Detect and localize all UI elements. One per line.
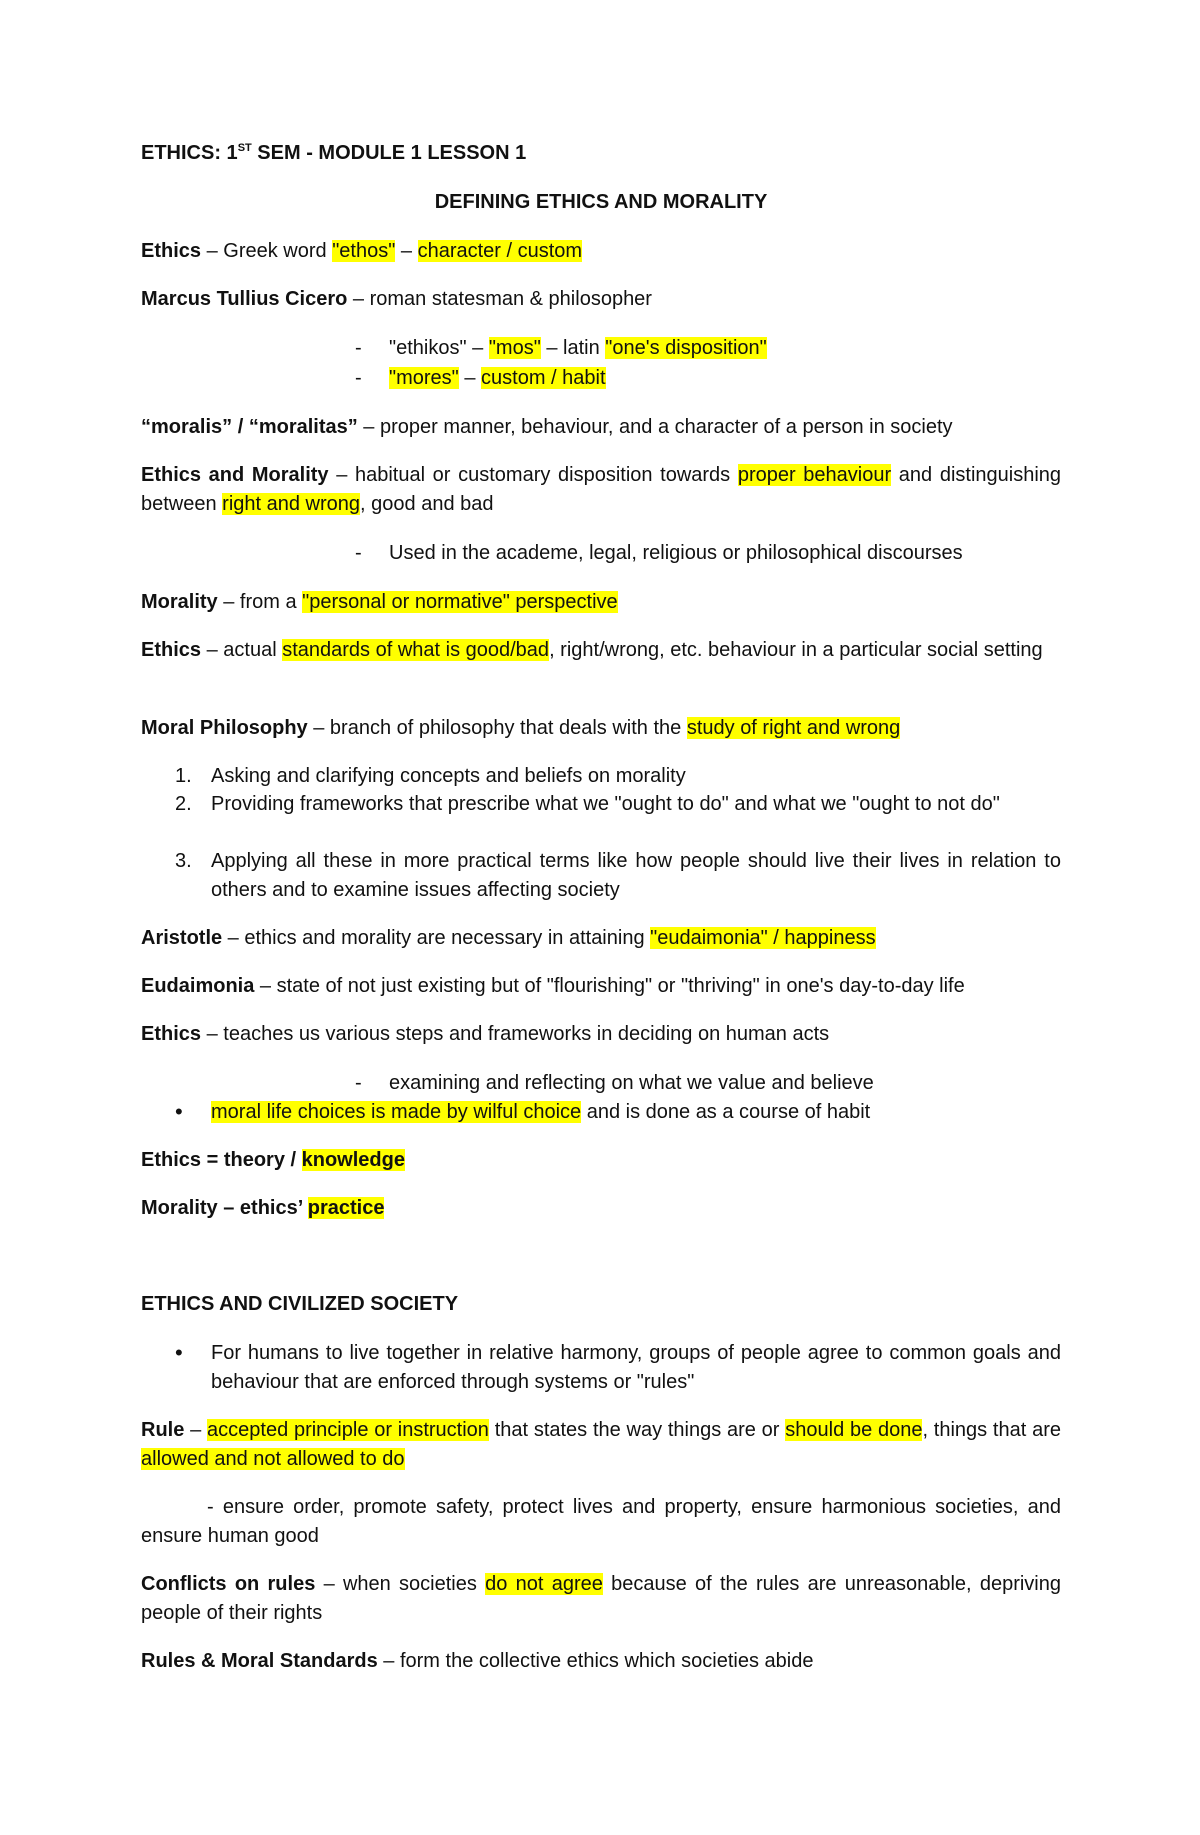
paragraph-rules-moral-standards: Rules & Moral Standards – form the collective ethics which societies abide <box>141 1650 814 1672</box>
section-heading-civilized-society: ETHICS AND CIVILIZED SOCIETY <box>141 1293 459 1315</box>
paragraph-cicero: Marcus Tullius Cicero – roman statesman & philosopher <box>141 288 652 310</box>
paragraph-ethics-standards: Ethics – actual standards of what is good/bad, right/wrong, etc. behaviour in a particular social setting <box>141 639 1043 661</box>
section-heading-defining: DEFINING ETHICS AND MORALITY <box>434 191 768 213</box>
dash-item-academe: - Used in the academe, legal, religious or philosophical discourses <box>355 542 963 564</box>
paragraph-eudaimonia: Eudaimonia – state of not just existing but of "flourishing" or "thriving" in one's day-to-day life <box>141 975 965 997</box>
dash-item-examining: - examining and reflecting on what we value and believe <box>355 1072 874 1094</box>
paragraph-conflicts-on-rules: Conflicts on rules – when societies do not agree because of the rules are unreasonable, depriving people of their rights <box>141 1573 1061 1624</box>
paragraph-moral-philosophy: Moral Philosophy – branch of philosophy that deals with the study of right and wrong <box>141 717 901 739</box>
paragraph-ethics-theory: Ethics = theory / knowledge <box>141 1149 405 1171</box>
paragraph-moralis: “moralis” / “moralitas” – proper manner, behaviour, and a character of a person in society <box>141 416 953 438</box>
paragraph-ethics-greek: Ethics – Greek word "ethos" – character / custom <box>141 240 583 262</box>
paragraph-ethics-and-morality: Ethics and Morality – habitual or customary disposition towards proper behaviour and distinguishing between right and wrong, good and bad <box>141 464 1062 515</box>
paragraph-ensure-order: - ensure order, promote safety, protect lives and property, ensure harmonious societies, and ensure human good <box>141 1496 1061 1547</box>
dash-item-ethikos: - "ethikos" – "mos" – latin "one's disposition" <box>355 337 767 359</box>
paragraph-aristotle: Aristotle – ethics and morality are necessary in attaining "eudaimonia" / happiness <box>141 927 876 949</box>
numbered-item: 1. Asking and clarifying concepts and beliefs on morality <box>175 765 686 787</box>
paragraph-rule: Rule – accepted principle or instruction that states the way things are or should be done, things that are allowed and not allowed to do <box>141 1419 1061 1470</box>
dash-item-mores: - "mores" – custom / habit <box>355 367 606 389</box>
bullet-item-humans: • For humans to live together in relative harmony, groups of people agree to common goals and behaviour that are enforced through systems or "rules" <box>175 1340 1061 1393</box>
bullet-item-moral-life: • moral life choices is made by wilful choice and is done as a course of habit <box>175 1099 871 1124</box>
numbered-item: 3. Applying all these in more practical terms like how people should live their lives in relation to others and to examine issues affecting society <box>175 850 1061 901</box>
paragraph-morality-perspective: Morality – from a "personal or normative" perspective <box>141 591 618 613</box>
numbered-item: 2. Providing frameworks that prescribe what we "ought to do" and what we "ought to not do" <box>175 793 1000 815</box>
paragraph-morality-practice: Morality – ethics’ practice <box>141 1197 385 1219</box>
document-title: ETHICS: 1ST SEM - MODULE 1 LESSON 1 <box>141 142 527 164</box>
paragraph-ethics-teaches: Ethics – teaches us various steps and frameworks in deciding on human acts <box>141 1023 830 1045</box>
